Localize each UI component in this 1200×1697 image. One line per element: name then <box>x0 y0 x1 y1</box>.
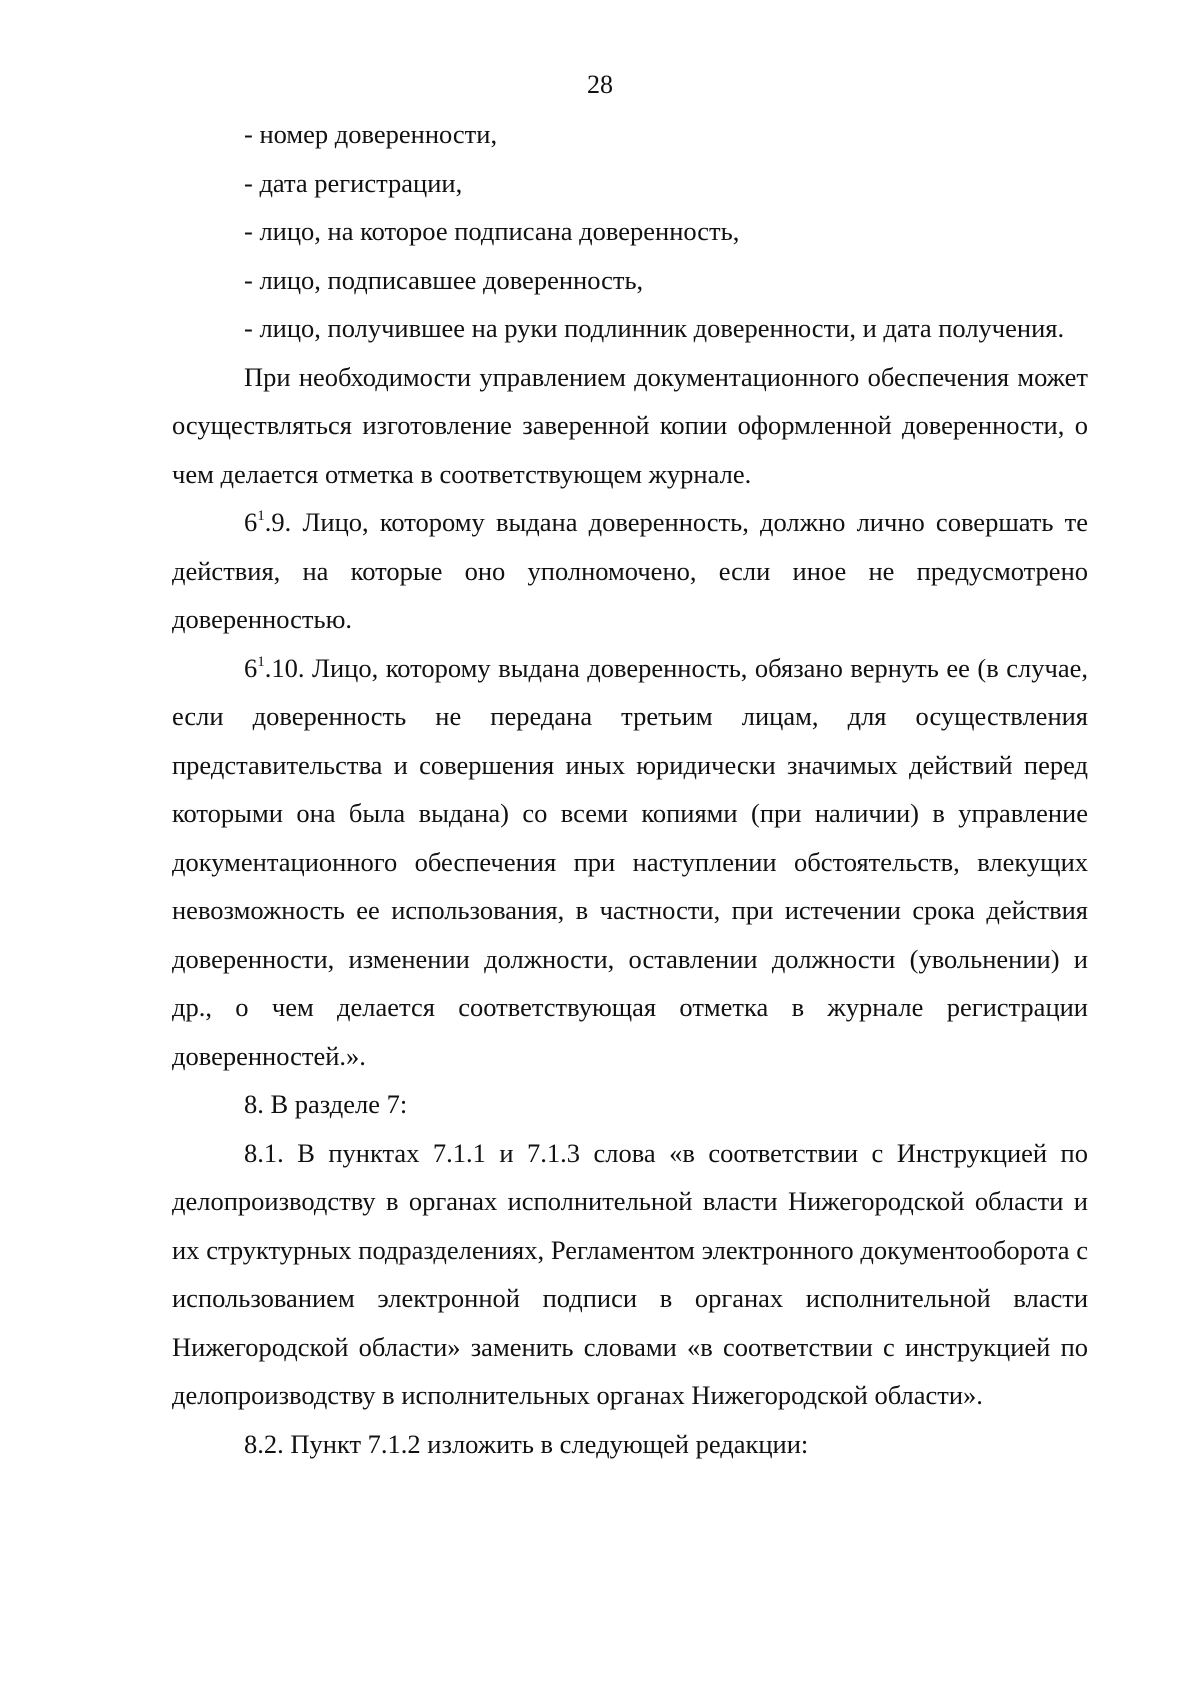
clause-number-rest: .10. <box>264 652 305 683</box>
list-item: - номер доверенности, <box>244 119 498 149</box>
clause-number-rest: .9. <box>264 507 292 537</box>
list-item: - лицо, подписавшее доверенность, <box>244 264 644 295</box>
clause-text: Лицо, которому выдана доверенность, должно лично совершать те действия, на которые оно уполномочено, если иное не предусмотрено доверенностью. <box>172 507 1088 634</box>
clause-number-superscript: 1 <box>257 508 265 524</box>
clause-number-superscript: 1 <box>257 653 265 670</box>
list-item: - лицо, на которое подписана доверенность, <box>244 216 740 246</box>
document-body <box>172 110 1088 1468</box>
clause-number-base: 6 <box>244 652 258 683</box>
paragraph-copy-note: При необходимости управлением документационного обеспечения может осуществляться изготовление заверенной копии оформленной доверенности, о чем делается отметка в соответствующем журнале. <box>172 361 1088 489</box>
paragraph-8-2: 8.2. Пункт 7.1.2 изложить в следующей редакции: <box>244 1428 809 1459</box>
clause-number-base: 6 <box>244 507 258 537</box>
list-item: - лицо, получившее на руки подлинник доверенности, и дата получения. <box>244 313 1065 343</box>
paragraph-6-1-9 <box>172 498 1088 644</box>
clause-text: Лицо, которому выдана доверенность, обязано вернуть ее (в случае, если доверенность не передана третьим лицам, для осуществления представительства и совершения иных юридически значимых действий перед которыми она была выдана) со всеми копиями (при наличии) в управление документационного обеспечения при наступлении обстоятельств, влекущих невозможность ее использования, в частности, при истечении срока действия доверенности, изменении должности, оставлении должности (увольнении) и др., о чем делается соответствующая отметка в журнале регистрации доверенностей.». <box>172 652 1088 1071</box>
paragraph-6-1-10 <box>172 644 1088 1081</box>
section-8-heading: 8. В разделе 7: <box>244 1089 408 1119</box>
paragraph-8-1: 8.1. В пунктах 7.1.1 и 7.1.3 слова «в соответствии с Инструкцией по делопроизводству в органах исполнительной власти Нижегородской области и их структурных подразделениях, Регламентом электронного документооборота с использованием электронной подписи в органах исполнительной власти Нижегородской области» заменить словами «в соответствии с инструкцией по делопроизводству в исполнительных органах Нижегородской области». <box>172 1137 1088 1410</box>
list-item: - дата регистрации, <box>244 167 463 198</box>
page-number: 28 <box>587 70 613 99</box>
